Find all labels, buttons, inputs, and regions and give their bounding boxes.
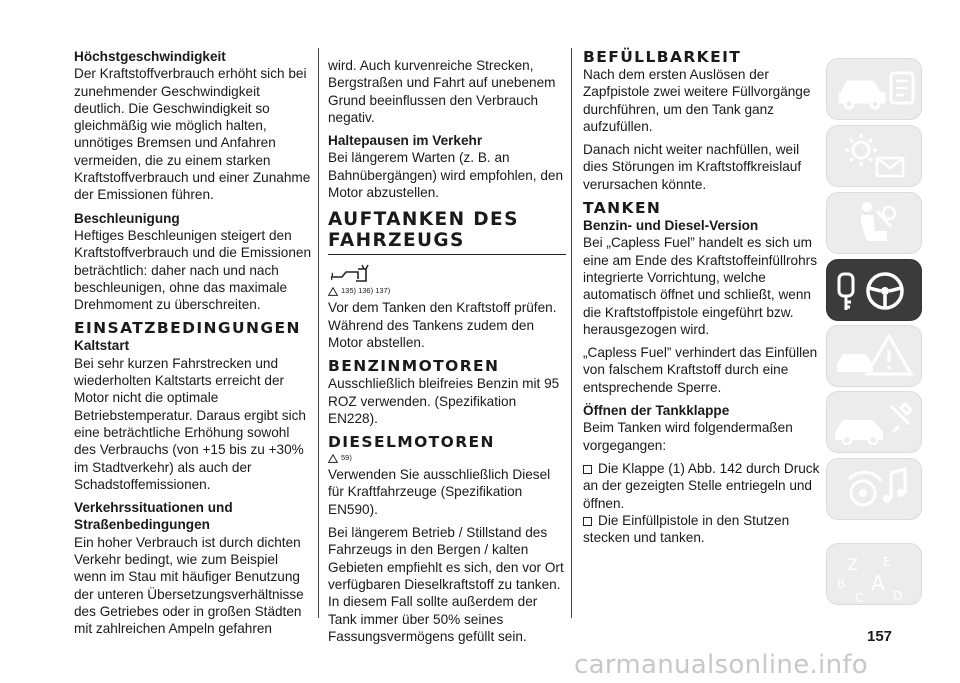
paragraph-version-1: Bei „Capless Fuel” handelt es sich um eine am Ende des Kraftstoffeinfüllrohrs integrierte Vorrichtung, welche automatisch öffnet und schließt, wenn die Kraftstoffpistole eingeführt bzw. herausgezogen wird. xyxy=(583,235,817,337)
key-steering-wheel-icon xyxy=(827,260,923,322)
seat-airbag-icon xyxy=(827,193,923,255)
column-1 xyxy=(74,0,312,644)
heading-cold-start: Kaltstart xyxy=(74,338,130,354)
heading-traffic: Verkehrssituationen und Straßenbedingungen xyxy=(74,500,233,533)
index-letter: E xyxy=(883,555,891,569)
tab-lights-messages[interactable] xyxy=(826,125,922,187)
note-references: 59) xyxy=(328,453,566,463)
paragraph-petrol: Ausschließlich bleifreies Benzin mit 95 ROZ verwenden. (Spezifikation EN228). xyxy=(328,376,560,426)
heading-tanken: TANKEN xyxy=(583,199,662,218)
index-letter: D xyxy=(893,589,903,603)
heading-acceleration: Beschleunigung xyxy=(74,210,180,226)
tab-starting-driving[interactable] xyxy=(826,259,922,321)
heading-stops: Haltepausen im Verkehr xyxy=(328,133,483,149)
warning-references: 135) 136) 137) xyxy=(328,286,566,296)
paragraph-cold-start: Bei sehr kurzen Fahrstrecken und wiederholten Kaltstarts erreicht der Motor nicht die optimale Betriebstemperatur. Daraus ergibt sich eine beträchtliche Erhöhung sowohl des Verbrauchs (von +15 bis zu +30% im Stadtverkehr) als auch der Schadstoffemissionen. xyxy=(74,355,306,492)
heading-capacity: BEFÜLLBARKEIT xyxy=(583,48,742,66)
column-divider xyxy=(571,48,572,618)
heading-version: Benzin- und Diesel-Version xyxy=(583,218,759,234)
car-warning-icon xyxy=(827,326,923,388)
bullet-box-icon xyxy=(583,465,592,474)
tab-safety[interactable] xyxy=(826,192,922,254)
page-number: 157 xyxy=(867,628,893,645)
paragraph-capacity-1: Nach dem ersten Auslösen der Zapfpistole zwei weitere Füllvorgänge durchführen, um den Tank ganz aufzufüllen. xyxy=(583,67,811,134)
column-divider xyxy=(318,48,319,618)
fuel-nozzle-icon xyxy=(328,261,372,283)
list-item-step-2: Die Einfüllpistole in den Stutzen stecken und tanken. xyxy=(583,512,790,546)
paragraph-flap: Beim Tanken wird folgendermaßen vorgegangen: xyxy=(583,420,793,453)
tab-index[interactable] xyxy=(826,543,922,605)
paragraph-refuel: Vor dem Tanken den Kraftstoff prüfen. Während des Tankens zudem den Motor abstellen. xyxy=(328,300,557,350)
heading-petrol: BENZINMOTOREN xyxy=(328,357,500,376)
tab-multimedia[interactable] xyxy=(826,458,922,520)
heading-conditions: EINSATZBEDINGUNGEN xyxy=(74,319,301,338)
paragraph-version-2: „Capless Fuel” verhindert das Einfüllen von falschem Kraftstoff durch eine entsprechende Sperre. xyxy=(583,345,818,395)
paragraph-traffic: Ein hoher Verbrauch ist durch dichten Verkehr bedingt, wie zum Beispiel wenn im Stau mit häufiger Benutzung der unteren Übersetzungsverhältnisse des Getriebes oder in großen Städten mit zahlreichen Ampeln gefahren xyxy=(74,534,304,637)
car-info-icon xyxy=(827,59,923,121)
settings-music-icon xyxy=(827,459,923,521)
heading-speed: Höchstgeschwindigkeit xyxy=(74,49,226,64)
paragraph-speed: Der Kraftstoffverbrauch erhöht sich bei zunehmender Geschwindigkeit deutlich. Die Geschwindigkeit so gleichmäßig wie möglich halten, unnötiges Bremsen und Anfahren vermeiden, die zu einem starken Kraftstoffverbrauch und einer Zunahme der Emissionen führen. xyxy=(74,66,311,203)
list-item-step-1: Die Klappe (1) Abb. 142 durch Druck an der gezeigten Stelle entriegeln und öffnen. xyxy=(583,460,820,511)
section-rule xyxy=(328,254,566,255)
heading-flap: Öffnen der Tankklappe xyxy=(583,403,730,419)
paragraph-continuation: wird. Auch kurvenreiche Strecken, Bergstraßen und Fahrt auf unebenem Grund beeinflussen den Verbrauch negativ. xyxy=(328,58,556,125)
index-letter: A xyxy=(871,571,885,595)
heading-refuel: AUFTANKEN DES FAHRZEUGS xyxy=(328,209,519,252)
bullet-box-icon xyxy=(583,517,592,526)
tab-maintenance[interactable] xyxy=(826,391,922,453)
index-letter: C xyxy=(855,591,864,605)
column-2 xyxy=(328,0,566,651)
tab-emergency[interactable] xyxy=(826,325,922,387)
warning-triangle-icon xyxy=(328,287,338,296)
tab-car-info[interactable] xyxy=(826,58,922,120)
index-letter: B xyxy=(837,577,846,591)
paragraph-capacity-2: Danach nicht weiter nachfüllen, weil dies Störungen im Kraftstoffkreislauf verursachen könnte. xyxy=(583,142,802,192)
car-maintenance-icon xyxy=(827,392,923,454)
lights-message-icon xyxy=(827,126,923,188)
alphabet-index-icon xyxy=(827,544,923,606)
watermark: carmanualsonline.info xyxy=(574,650,869,680)
paragraph-acceleration: Heftiges Beschleunigen steigert den Kraftstoffverbrauch und die Emissionen beträchtlich: daher nach und nach beschleunigen, ohne das maximale Drehmoment zu überschreiten. xyxy=(74,227,312,313)
column-3 xyxy=(583,0,821,552)
paragraph-diesel-2: Bei längerem Betrieb / Stillstand des Fahrzeugs in den Bergen / kalten Gebieten empfiehlt es sich, den vor Ort verfügbaren Dieselkraftstoff zu tanken. In diesem Fall sollte außerdem der Tank immer über 50% seines Fassungsvermögens gefüllt sein. xyxy=(328,525,564,644)
paragraph-stops: Bei längerem Warten (z. B. an Bahnübergängen) wird empfohlen, den Motor abzustellen. xyxy=(328,150,564,201)
heading-diesel: DIESELMOTOREN xyxy=(328,433,495,452)
paragraph-diesel-1: Verwenden Sie ausschließlich Diesel für Kraftfahrzeuge (Spezifikation EN590). xyxy=(328,467,551,517)
note-triangle-icon xyxy=(328,454,338,463)
index-letter: Z xyxy=(847,555,858,574)
